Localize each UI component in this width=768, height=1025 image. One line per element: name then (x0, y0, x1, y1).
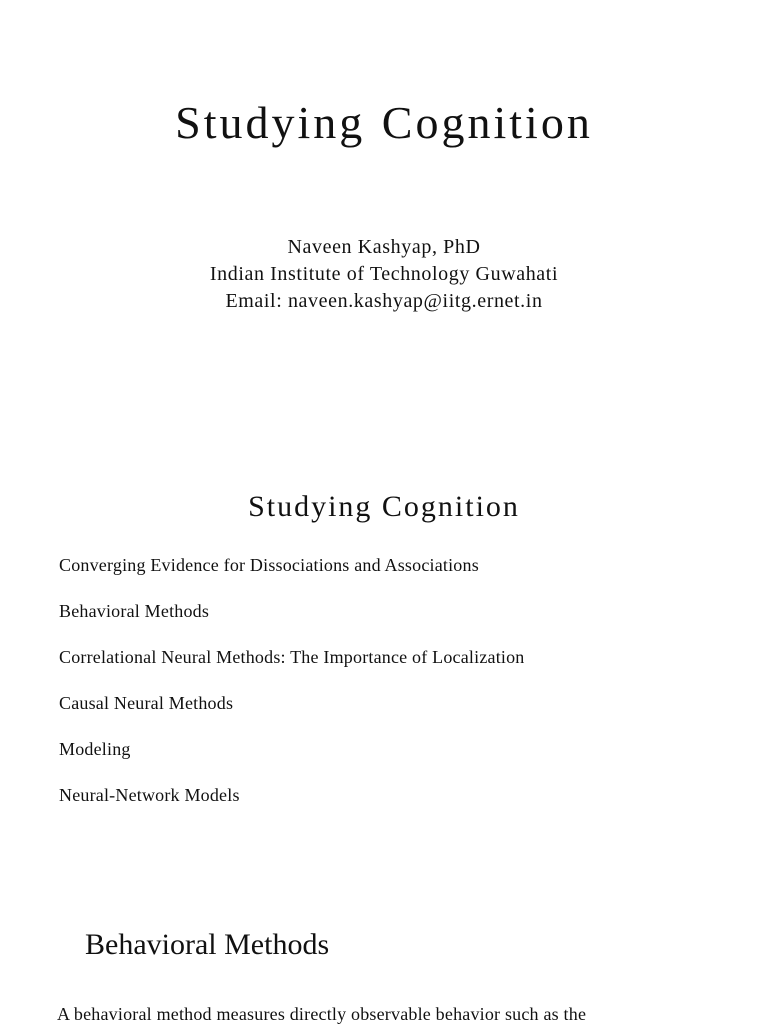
title-slide-heading: Studying Cognition (175, 97, 593, 148)
author-name: Naveen Kashyap, PhD (287, 236, 481, 258)
author-institution: Indian Institute of Technology Guwahati (209, 263, 559, 285)
author-email: Email: naveen.kashyap@iitg.ernet.in (225, 290, 543, 312)
topic-item: Neural-Network Models (59, 785, 240, 805)
behavioral-methods-heading: Behavioral Methods (85, 928, 330, 961)
topic-item: Converging Evidence for Dissociations and Associations (59, 555, 479, 575)
topic-item: Behavioral Methods (59, 601, 210, 621)
topic-item: Causal Neural Methods (59, 693, 234, 713)
topic-list (59, 553, 525, 829)
topic-item: Correlational Neural Methods: The Importance of Localization (59, 647, 525, 667)
author-block (0, 234, 768, 315)
body-paragraph: A behavioral method measures directly observable behavior such as the (57, 1004, 587, 1024)
topic-item: Modeling (59, 739, 131, 759)
section-heading: Studying Cognition (248, 490, 520, 523)
